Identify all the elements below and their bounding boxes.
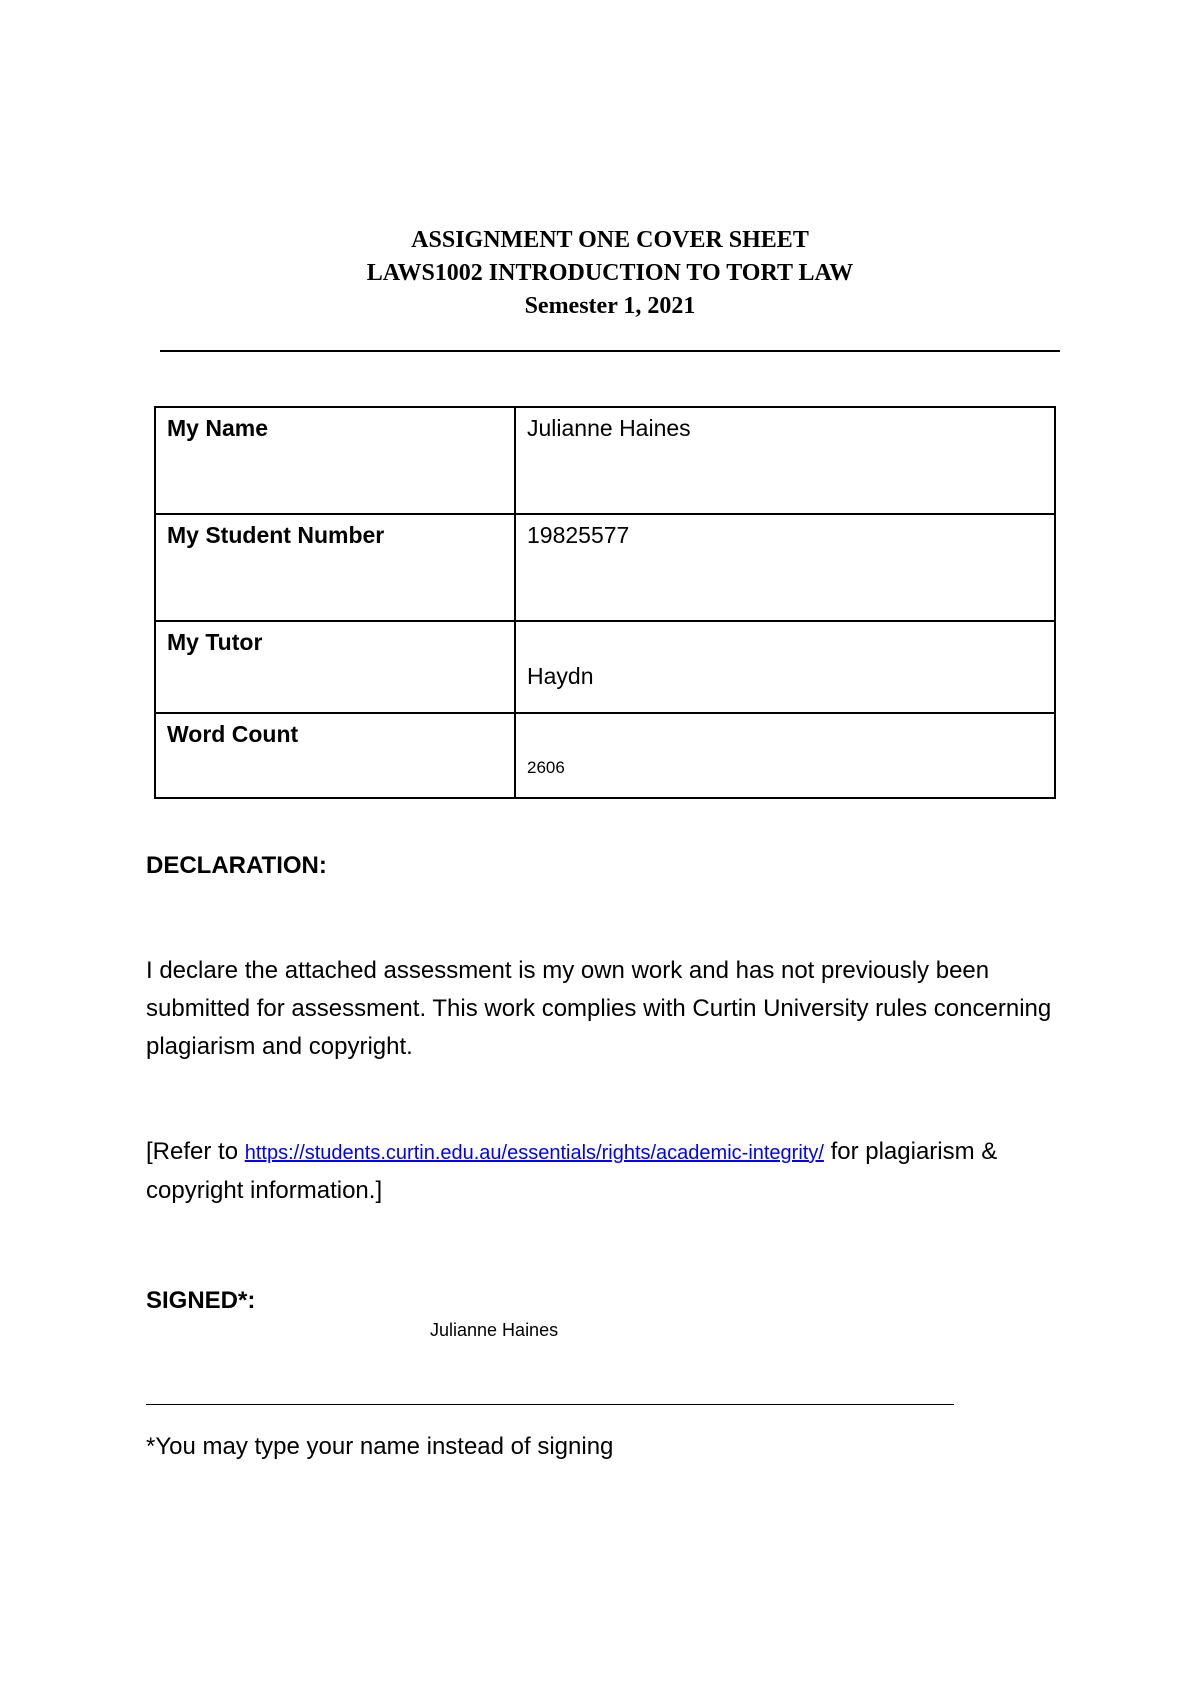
signature-line — [146, 1404, 954, 1405]
tutor-value: Haydn — [527, 663, 594, 689]
tutor-cell — [515, 621, 1055, 713]
refer-note — [146, 1133, 1086, 1210]
student-number-label: My Student Number — [155, 514, 515, 621]
word-count-label: Word Count — [155, 713, 515, 798]
student-details-table — [154, 406, 1056, 799]
semester-label: Semester 1, 2021 — [524, 293, 696, 319]
unit-title: LAWS1002 INTRODUCTION TO TORT LAW — [366, 260, 854, 286]
table-row — [155, 621, 1055, 713]
declaration-text: I declare the attached assessment is my own work and has not previously been submitted for assessment. This work complies with Curtin University rules concerning plagiarism and copyright. — [146, 957, 1052, 1060]
signature-footnote: *You may type your name instead of signing — [146, 1433, 614, 1460]
typed-signature: Julianne Haines — [430, 1320, 559, 1340]
refer-prefix: [Refer to — [146, 1138, 245, 1165]
cover-sheet-header — [160, 224, 1060, 323]
table-row — [155, 514, 1055, 621]
table-row — [155, 713, 1055, 798]
name-label: My Name — [155, 407, 515, 514]
student-number-value: 19825577 — [515, 514, 1055, 621]
header-divider — [160, 350, 1060, 352]
name-value: Julianne Haines — [515, 407, 1055, 514]
tutor-label: My Tutor — [155, 621, 515, 713]
word-count-cell — [515, 713, 1055, 798]
declaration-heading: DECLARATION: — [146, 852, 327, 879]
document-title: ASSIGNMENT ONE COVER SHEET — [411, 227, 809, 253]
signed-heading: SIGNED*: — [146, 1287, 256, 1314]
academic-integrity-link[interactable]: https://students.curtin.edu.au/essentials/rights/academic-integrity/ — [244, 1142, 824, 1164]
table-row — [155, 407, 1055, 514]
word-count-value: 2606 — [527, 758, 565, 777]
refer-suffix: for plagiarism & copyright information.] — [146, 1138, 998, 1204]
